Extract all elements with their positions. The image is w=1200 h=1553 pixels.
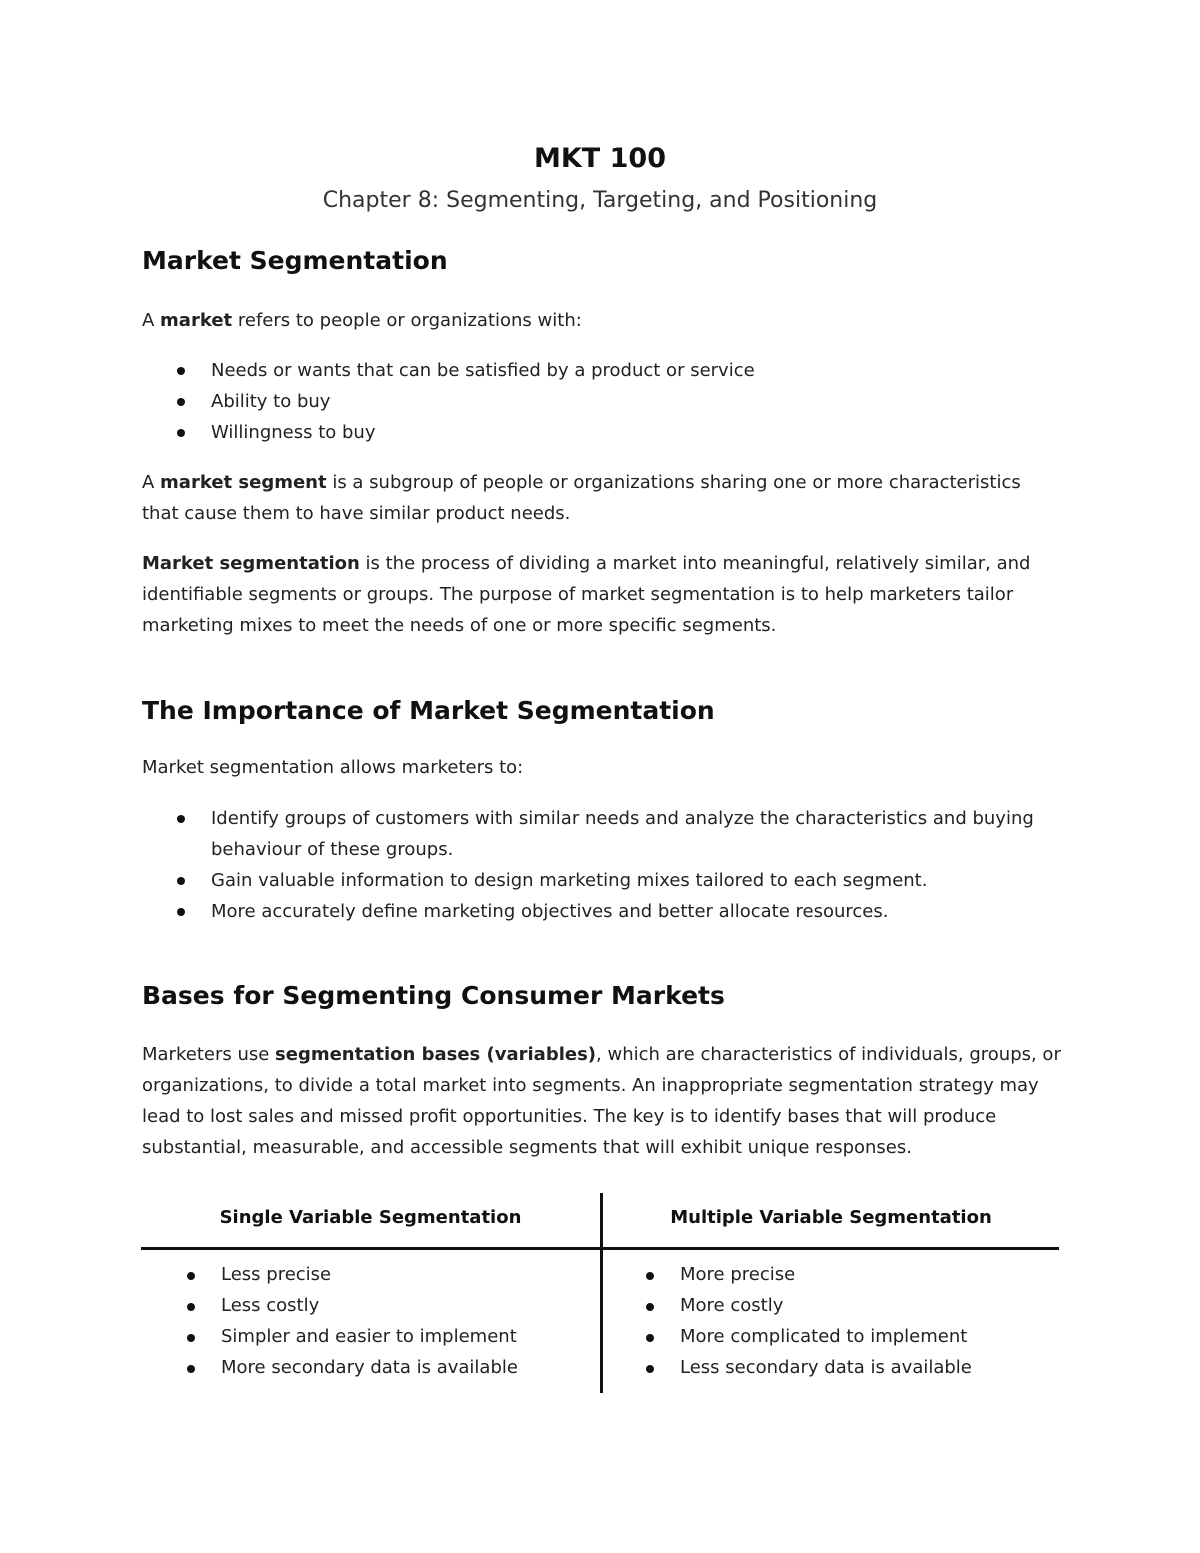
bullet-icon <box>177 908 185 916</box>
para-line: that cause them to have similar product needs. <box>142 503 571 524</box>
bullet-icon <box>187 1334 195 1342</box>
table-cell-item: Less costly <box>221 1295 320 1316</box>
bullet-icon <box>646 1272 654 1280</box>
table-cell-item: Less precise <box>221 1264 332 1285</box>
bullet-icon <box>177 398 185 406</box>
list-item-line: behaviour of these groups. <box>211 839 454 860</box>
text-span: is the process of dividing a market into meaningful, relatively similar, and <box>359 553 1031 574</box>
bullet-icon <box>646 1334 654 1342</box>
list-item-line: Identify groups of customers with similar needs and analyze the characteristics and buying <box>211 808 1034 829</box>
bullet-icon <box>646 1303 654 1311</box>
table-cell-item: Less secondary data is available <box>680 1357 972 1378</box>
para-line: substantial, measurable, and accessible segments that will exhibit unique responses. <box>142 1137 912 1158</box>
text-span: A <box>142 310 161 331</box>
list-item: Needs or wants that can be satisfied by a product or service <box>211 360 755 381</box>
market-segment-definition <box>142 467 1021 529</box>
para-line: identifiable segments or groups. The purpose of market segmentation is to help marketers tailor <box>142 584 1014 605</box>
table-header-multiple-variable: Multiple Variable Segmentation <box>670 1207 992 1228</box>
document-title: MKT 100 <box>534 143 666 174</box>
table-cell-item: More precise <box>680 1264 796 1285</box>
market-segmentation-definition <box>142 548 1030 641</box>
term-market-segmentation: Market segmentation <box>142 553 360 574</box>
list-item: More accurately define marketing objectives and better allocate resources. <box>211 901 889 922</box>
list-item: Gain valuable information to design marketing mixes tailored to each segment. <box>211 870 928 891</box>
table-header-single-variable: Single Variable Segmentation <box>219 1207 522 1228</box>
text-span: , which are characteristics of individuals, groups, or <box>596 1044 1061 1065</box>
term-market-segment: market segment <box>160 472 327 493</box>
table-cell-item: More secondary data is available <box>221 1357 518 1378</box>
bullet-icon <box>177 877 185 885</box>
section-heading-bases: Bases for Segmenting Consumer Markets <box>142 981 725 1010</box>
table-cell-item: Simpler and easier to implement <box>221 1326 517 1347</box>
section-heading-market-segmentation: Market Segmentation <box>142 246 448 275</box>
section-heading-importance: The Importance of Market Segmentation <box>142 696 715 725</box>
list-item <box>211 803 1034 865</box>
term-segmentation-bases: segmentation bases (variables) <box>275 1044 597 1065</box>
para-line <box>142 1039 1061 1070</box>
text-span: is a subgroup of people or organizations sharing one or more characteristics <box>326 472 1021 493</box>
market-definition <box>142 305 582 336</box>
para-line <box>142 467 1021 498</box>
bullet-icon <box>187 1303 195 1311</box>
document-subtitle: Chapter 8: Segmenting, Targeting, and Positioning <box>322 188 878 213</box>
para-line: organizations, to divide a total market into segments. An inappropriate segmentation strategy may <box>142 1075 1039 1096</box>
list-item: Willingness to buy <box>211 422 376 443</box>
bullet-icon <box>187 1365 195 1373</box>
bullet-icon <box>177 367 185 375</box>
para-line: marketing mixes to meet the needs of one or more specific segments. <box>142 615 777 636</box>
importance-intro: Market segmentation allows marketers to: <box>142 757 524 778</box>
bullet-icon <box>187 1272 195 1280</box>
text-span: Marketers use <box>142 1044 276 1065</box>
bullet-icon <box>646 1365 654 1373</box>
list-item: Ability to buy <box>211 391 331 412</box>
table-column-divider <box>600 1193 603 1393</box>
term-market: market <box>160 310 233 331</box>
bullet-icon <box>177 815 185 823</box>
bases-paragraph <box>142 1039 1061 1163</box>
text-span: A <box>142 472 161 493</box>
table-cell-item: More costly <box>680 1295 784 1316</box>
table-cell-item: More complicated to implement <box>680 1326 968 1347</box>
para-line: lead to lost sales and missed profit opportunities. The key is to identify bases that will produce <box>142 1106 997 1127</box>
bullet-icon <box>177 429 185 437</box>
text-span: refers to people or organizations with: <box>232 310 582 331</box>
para-line <box>142 548 1030 579</box>
